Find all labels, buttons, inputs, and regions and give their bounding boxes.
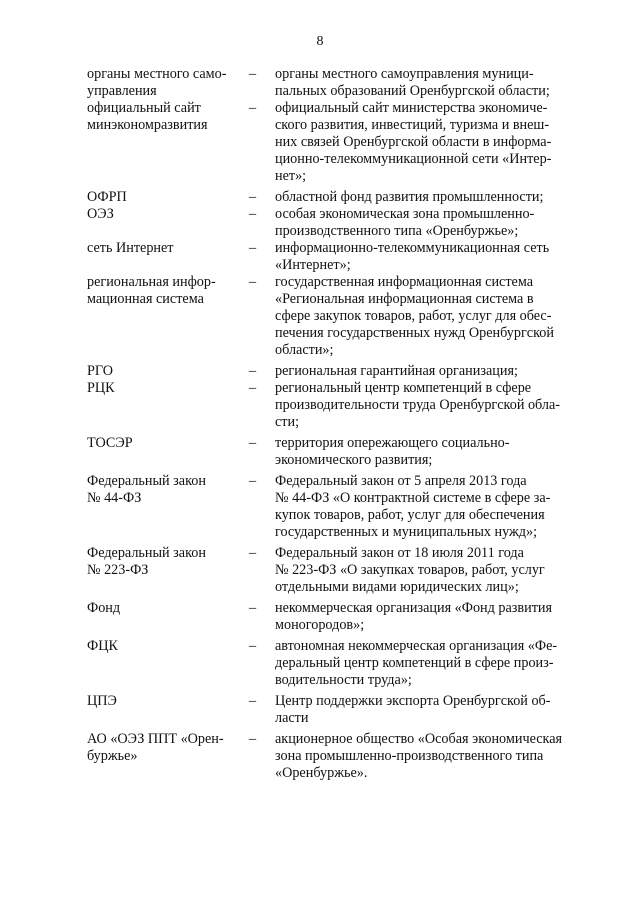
- glossary-definition: Центр поддержки экспорта Оренбургской об- ласти: [275, 693, 551, 726]
- glossary-term: органы местного само- управления: [87, 66, 227, 99]
- glossary-definition: информационно-телекоммуникационная сеть «Интернет»;: [275, 240, 550, 273]
- glossary-definition: областной фонд развития промышленности;: [275, 189, 544, 205]
- glossary-dash: –: [249, 435, 257, 451]
- glossary-entry: [87, 240, 587, 274]
- glossary-definition: территория опережающего социально- экономического развития;: [275, 435, 510, 468]
- glossary-term: РГО: [87, 363, 113, 379]
- glossary-definition: Федеральный закон от 5 апреля 2013 года № 44-ФЗ «О контрактной системе в сфере за- купок товаров, работ, услуг для обеспечения государственных и муниципальных нужд»;: [275, 473, 551, 540]
- glossary-definition: некоммерческая организация «Фонд развития моногородов»;: [275, 600, 553, 633]
- glossary-dash: –: [249, 693, 257, 709]
- glossary-entry: [87, 600, 587, 634]
- glossary-term: региональная инфор- мационная система: [87, 274, 216, 307]
- glossary-entry: [87, 693, 587, 727]
- abbreviations-list: [87, 66, 587, 782]
- glossary-dash: –: [249, 240, 257, 256]
- glossary-term: ЦПЭ: [87, 693, 117, 709]
- glossary-dash: –: [249, 363, 257, 379]
- glossary-definition: официальный сайт министерства экономиче- ского развития, инвестиций, туризма и внеш- них связей Оренбургской области в информа- ционно-телекоммуникационной сети «Интер- нет»;: [275, 100, 552, 184]
- glossary-entry: [87, 731, 587, 782]
- glossary-entry: [87, 380, 587, 431]
- glossary-term: ФЦК: [87, 638, 118, 654]
- glossary-definition: автономная некоммерческая организация «Фе- деральный центр компетенций в сфере произ- водительности труда»;: [275, 638, 558, 688]
- glossary-entry: [87, 274, 587, 359]
- page-number: 8: [316, 34, 324, 49]
- glossary-definition: особая экономическая зона промышленно- производственного типа «Оренбуржье»;: [275, 206, 535, 239]
- glossary-dash: –: [249, 66, 257, 82]
- glossary-entry: [87, 189, 587, 206]
- glossary-dash: –: [249, 638, 257, 654]
- glossary-definition: региональная гарантийная организация;: [275, 363, 518, 379]
- glossary-definition: органы местного самоуправления муници- пальных образований Оренбургской области;: [275, 66, 550, 99]
- glossary-term: ТОСЭР: [87, 435, 133, 451]
- glossary-entry: [87, 435, 587, 469]
- glossary-dash: –: [249, 100, 257, 116]
- glossary-dash: –: [249, 545, 257, 561]
- glossary-term: АО «ОЭЗ ППТ «Орен- буржье»: [87, 731, 224, 764]
- glossary-term: Федеральный закон № 223-ФЗ: [87, 545, 206, 578]
- glossary-entry: [87, 638, 587, 689]
- glossary-entry: [87, 473, 587, 541]
- glossary-dash: –: [249, 600, 257, 616]
- glossary-definition: государственная информационная система «Региональная информационная система в сфере закупок товаров, работ, услуг для обес- печения государственных нужд Оренбургской области»;: [275, 274, 554, 358]
- glossary-definition: региональный центр компетенций в сфере производительности труда Оренбургской обла- сти;: [275, 380, 561, 430]
- glossary-entry: [87, 363, 587, 380]
- glossary-term: ОЭЗ: [87, 206, 114, 222]
- glossary-term: Федеральный закон № 44-ФЗ: [87, 473, 206, 506]
- glossary-term: официальный сайт минэкономразвития: [87, 100, 208, 133]
- glossary-dash: –: [249, 206, 257, 222]
- glossary-dash: –: [249, 274, 257, 290]
- glossary-term: ОФРП: [87, 189, 127, 205]
- glossary-dash: –: [249, 731, 257, 747]
- glossary-entry: [87, 206, 587, 240]
- glossary-entry: [87, 66, 587, 100]
- glossary-term: РЦК: [87, 380, 115, 396]
- glossary-dash: –: [249, 380, 257, 396]
- glossary-definition: Федеральный закон от 18 июля 2011 года № 223-ФЗ «О закупках товаров, работ, услуг отдельными видами юридических лиц»;: [275, 545, 545, 595]
- glossary-term: сеть Интернет: [87, 240, 174, 256]
- glossary-definition: акционерное общество «Особая экономическая зона промышленно-производственного типа «Оренбуржье».: [275, 731, 563, 781]
- glossary-entry: [87, 545, 587, 596]
- glossary-entry: [87, 100, 587, 185]
- glossary-dash: –: [249, 473, 257, 489]
- glossary-term: Фонд: [87, 600, 121, 616]
- glossary-dash: –: [249, 189, 257, 205]
